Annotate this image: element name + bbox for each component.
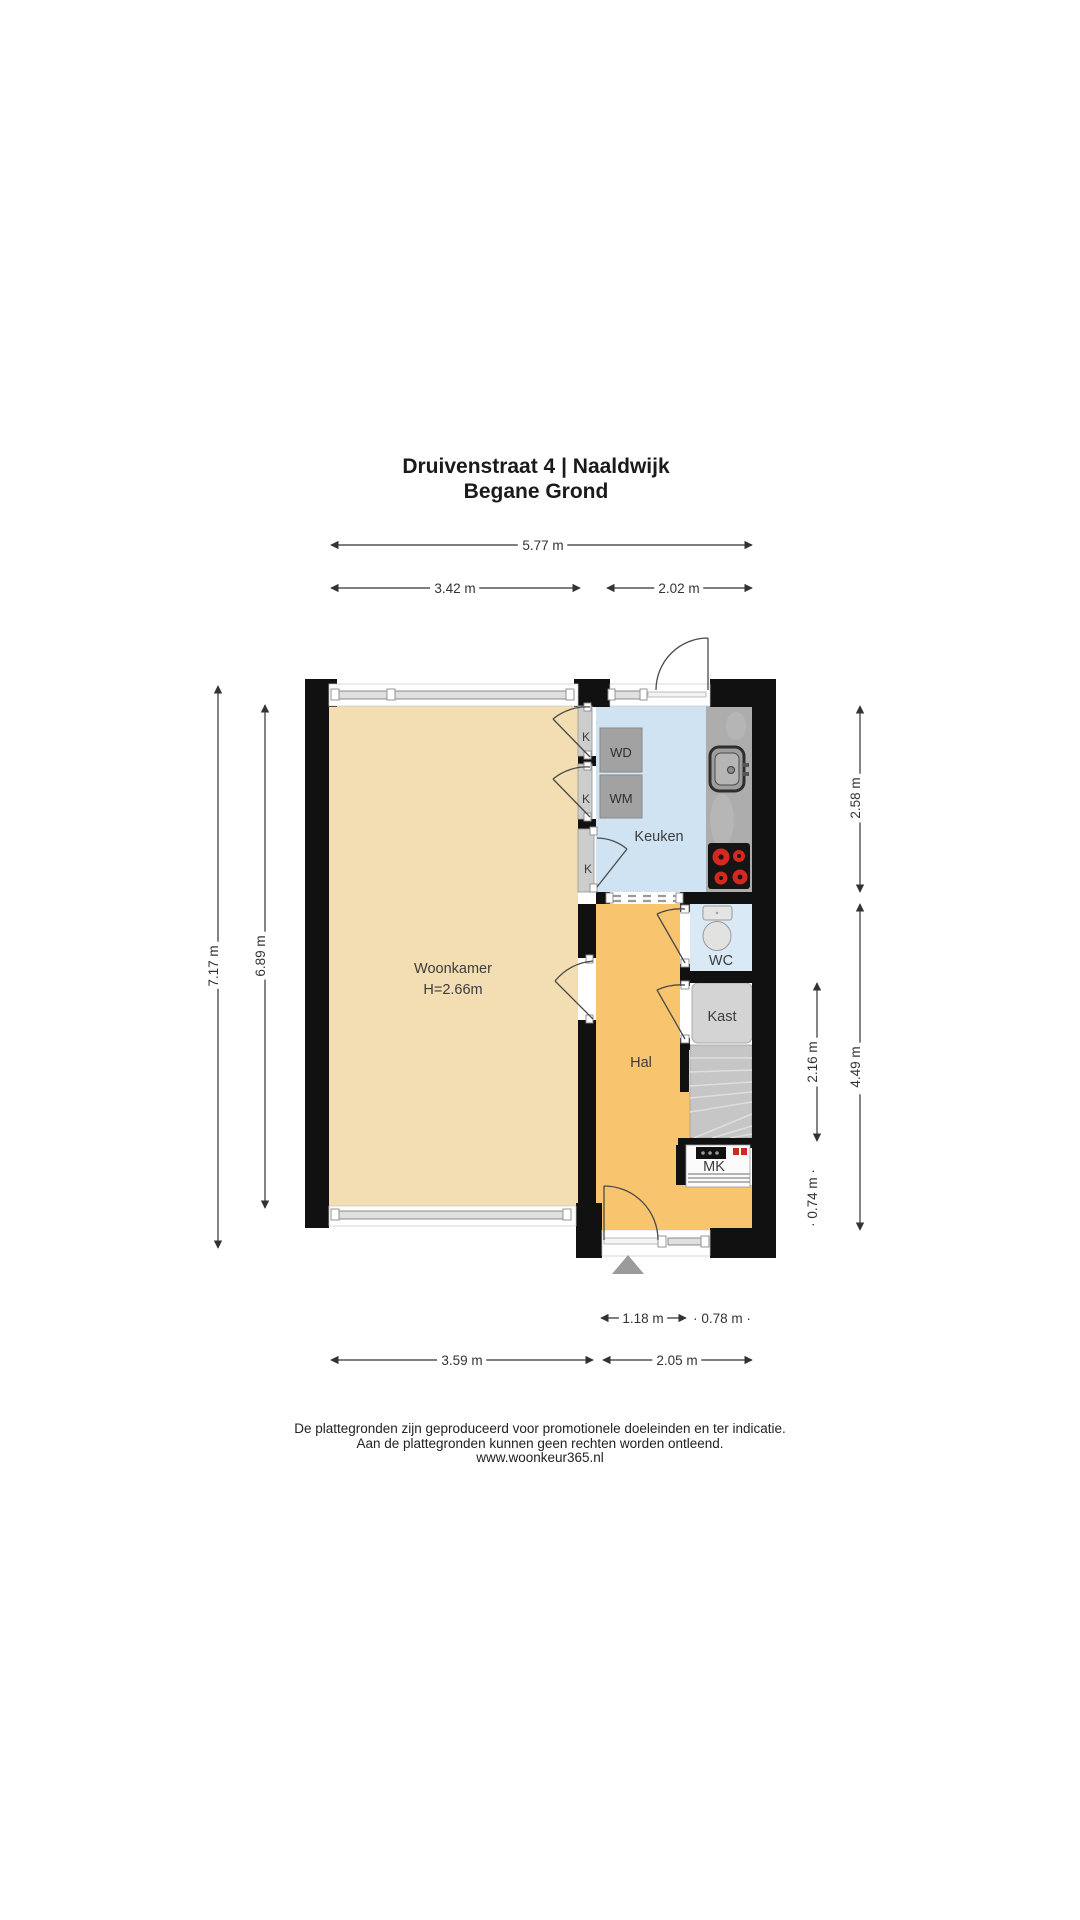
entrance-triangle-icon: [612, 1255, 644, 1274]
washer-label: WM: [609, 791, 633, 806]
kast-label: Kast: [707, 1009, 737, 1025]
dim-label-right-small: · 0.74 m ·: [805, 1169, 820, 1227]
closet2-label: K: [581, 792, 591, 806]
window-woonkamer-top: [334, 691, 574, 699]
hal-floor-entry: [680, 1185, 752, 1230]
woonkamer-floor: [329, 700, 578, 1208]
dryer-label: WD: [610, 745, 632, 760]
dim-label-top-total: 5.77 m: [522, 538, 564, 553]
footer-line3: www.woonkeur365.nl: [476, 1450, 604, 1465]
wall-mk-left: [676, 1145, 686, 1185]
wall-wc-kast: [680, 971, 752, 983]
closet3-label: K: [583, 862, 593, 876]
wc-label: WC: [708, 953, 734, 969]
window-keuken-top: [612, 691, 644, 699]
wall-right: [752, 679, 776, 1258]
counter-texture2: [726, 712, 746, 740]
dim-label-right-middle: 2.16 m: [805, 1041, 820, 1083]
wall-divider-seg4: [578, 1020, 596, 1208]
dim-label-bottom-left: 3.59 m: [441, 1353, 483, 1368]
cooktop-icon: [708, 843, 750, 889]
dim-label-left-inner: 6.89 m: [253, 935, 268, 977]
dim-label-top-right: 2.02 m: [658, 581, 700, 596]
mk-label: MK: [703, 1159, 725, 1175]
window-sidelight: [668, 1238, 702, 1245]
keuken-label: Keuken: [634, 829, 684, 845]
door-backdoor: [656, 638, 708, 690]
wall-divider-seg3: [578, 904, 596, 958]
sink-icon: [710, 747, 749, 791]
counter-texture: [710, 794, 734, 846]
wall-top-middle: [574, 679, 610, 707]
dim-label-bottom-right: 2.05 m: [656, 1353, 698, 1368]
opening-keuken-hal: [610, 892, 680, 904]
wall-stairs-stub: [680, 1050, 689, 1092]
footer-line2: Aan de plattegronden kunnen geen rechten worden ontleend.: [356, 1436, 724, 1451]
woonkamer-label: Woonkamer: [414, 961, 492, 977]
dim-label-right-hal: 4.49 m: [848, 1046, 863, 1088]
closet1-label: K: [581, 730, 591, 744]
dim-label-top-left: 3.42 m: [434, 581, 476, 596]
closet3-niche: [578, 829, 594, 892]
page-subtitle: Begane Grond: [463, 480, 609, 503]
page-title: Druivenstraat 4 | Naaldwijk: [402, 455, 670, 478]
stairs-icon: [690, 1045, 752, 1138]
wall-bottom-right: [710, 1228, 760, 1258]
dim-label-bottom-door: 1.18 m: [622, 1311, 664, 1326]
footer-line1: De plattegronden zijn geproduceerd voor promotionele doeleinden en ter indicatie.: [294, 1421, 786, 1436]
window-woonkamer-bottom: [334, 1211, 570, 1219]
wall-left: [305, 682, 329, 1228]
toilet-icon: [703, 906, 732, 951]
dim-label-left-outer: 7.17 m: [206, 945, 221, 987]
dim-label-bottom-small: · 0.78 m ·: [693, 1311, 751, 1326]
threshold-backdoor: [648, 692, 706, 697]
threshold-frontdoor: [604, 1238, 658, 1244]
hal-label: Hal: [630, 1055, 652, 1071]
wall-bottom-middle: [576, 1203, 602, 1258]
woonkamer-height-label: H=2.66m: [423, 982, 483, 998]
dim-label-right-keuken: 2.58 m: [848, 777, 863, 819]
